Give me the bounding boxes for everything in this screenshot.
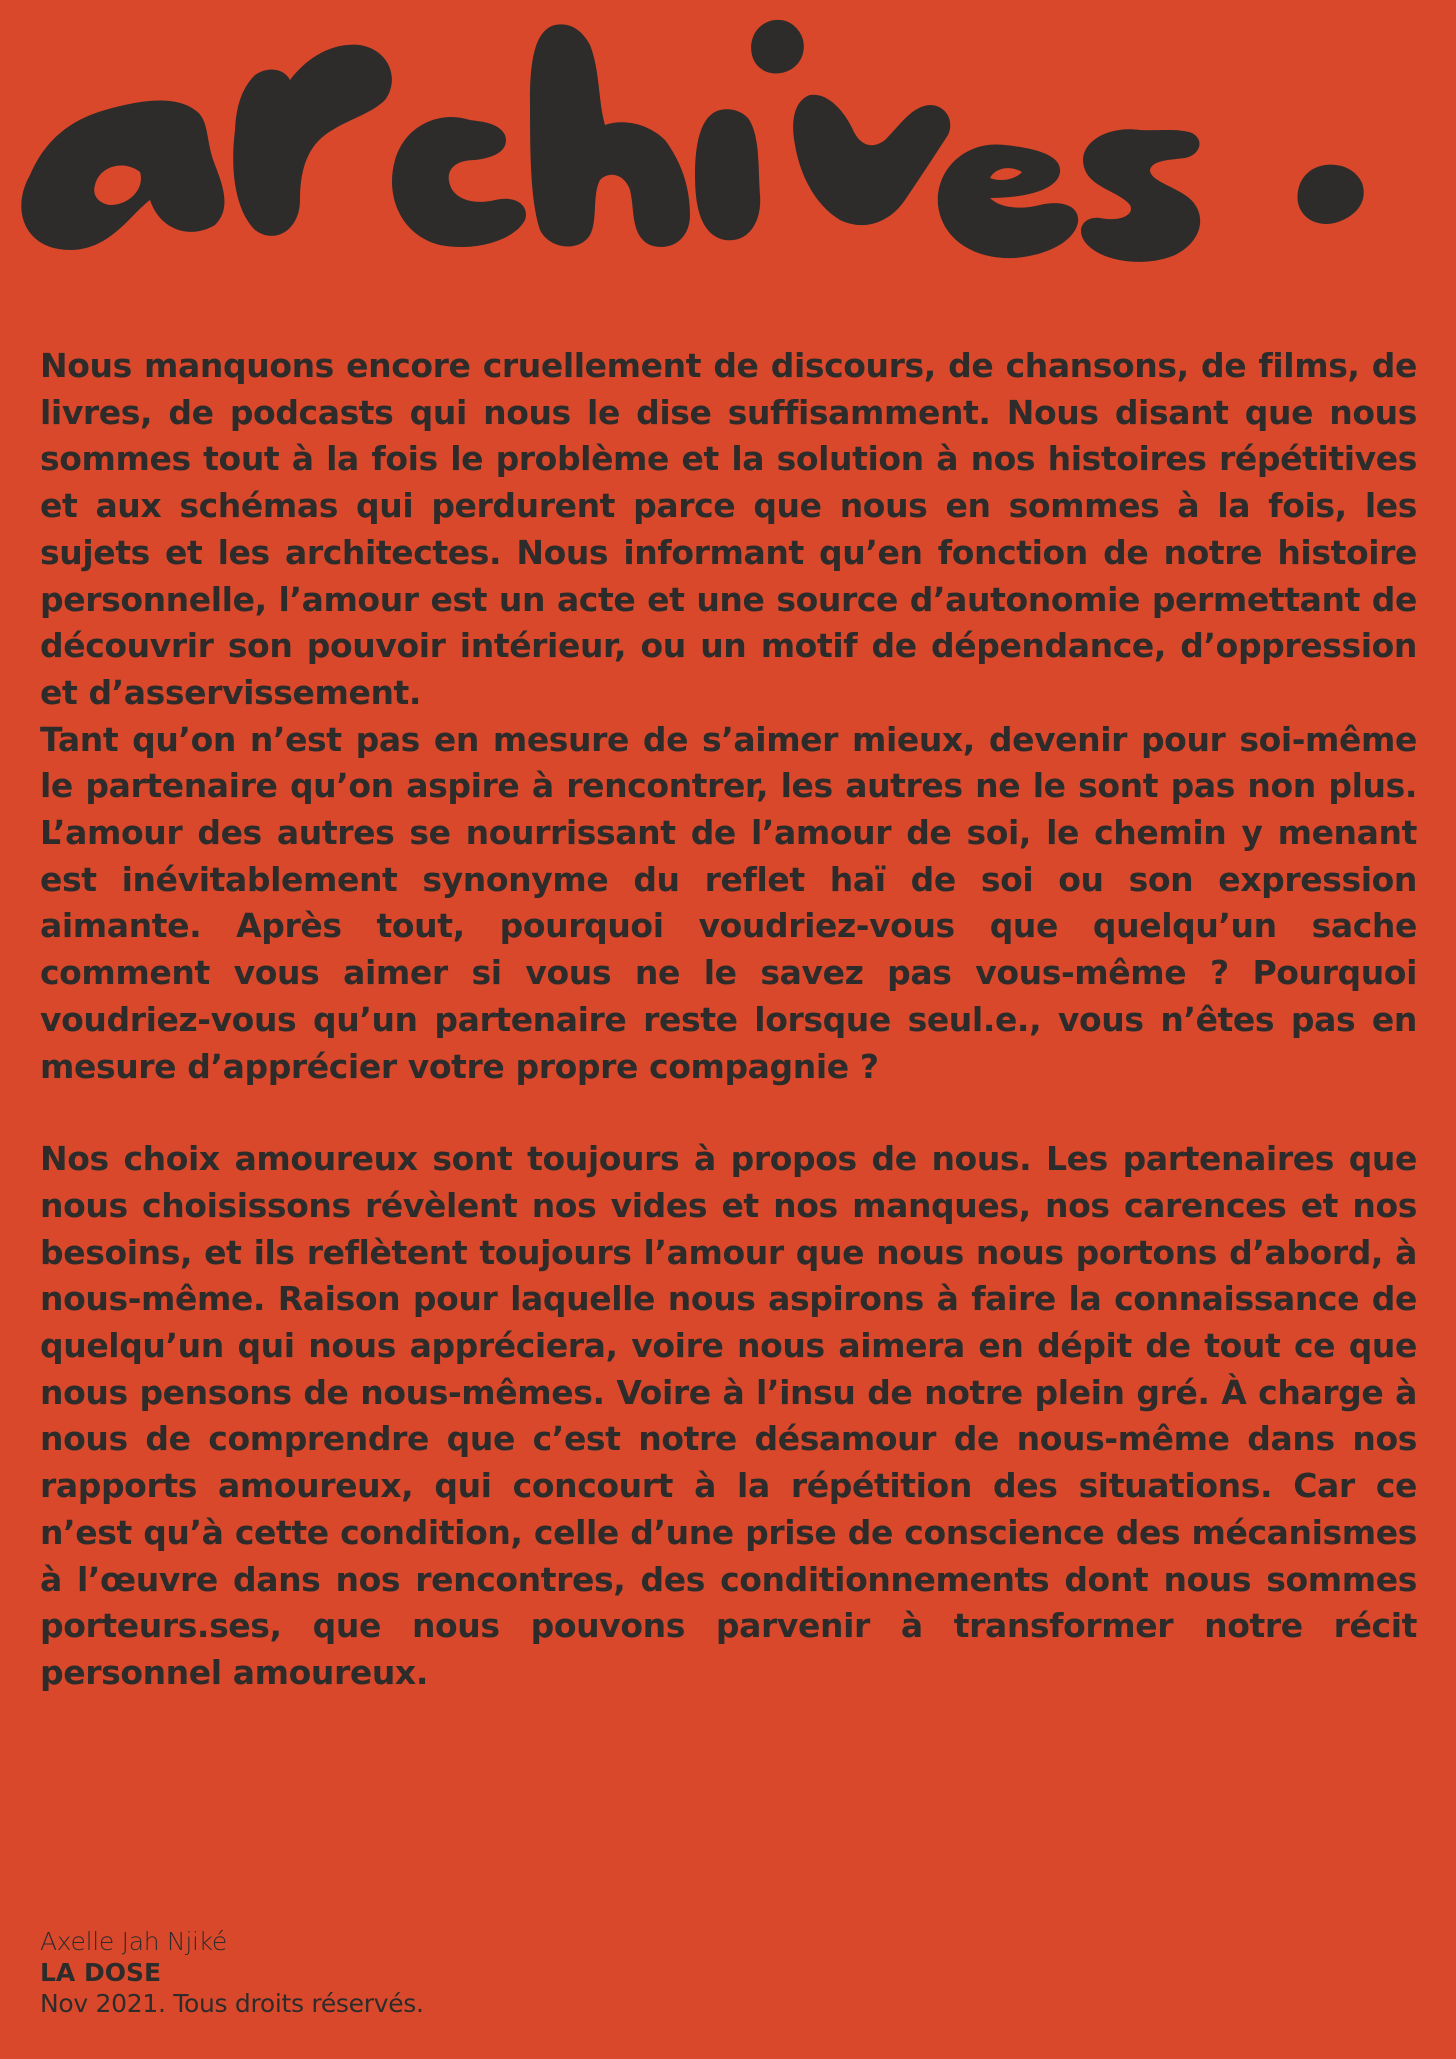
paragraph-1: Nous manquons encore cruellement de discours, de chansons, de films, de livres, de podcasts qui nous le dise suffisamment. Nous disant que nous sommes tout à la fois le problème et la solution à nos histoires répétitives et aux schémas qui perdurent parce que nous en sommes à la fois, les sujets et les architectes. Nous informant qu’en fonction de notre histoire personnelle, l’amour est un acte et une source d’autonomie permettant de découvrir son pouvoir intérieur, ou un motif de dépendance, d’oppression et d’asservissement. bbox=[40, 346, 1417, 712]
copyright-notice: Nov 2021. Tous droits réservés. bbox=[40, 1989, 424, 2018]
archives-logo-drawing bbox=[0, 0, 1456, 300]
archives-logo bbox=[0, 0, 1456, 300]
credits bbox=[40, 1926, 424, 2019]
paragraph-3: Nos choix amoureux sont toujours à propos de nous. Les partenaires que nous choisissons révèlent nos vides et nos manques, nos carences et nos besoins, et ils reflètent toujours l’amour que nous nous portons d’abord, à nous-même. Raison pour laquelle nous aspirons à faire la connaissance de quelqu’un qui nous appréciera, voire nous aimera en dépit de tout ce que nous pensons de nous-mêmes. Voire à l’insu de notre plein gré. À charge à nous de comprendre que c’est notre désamour de nous-même dans nos rapports amoureux, qui concourt à la répétition des situations. Car ce n’est qu’à cette condition, celle d’une prise de conscience des mécanismes à l’œuvre dans nos rencontres, des conditionnements dont nous sommes porteurs.ses, que nous pouvons parvenir à transformer notre récit personnel amoureux. bbox=[40, 1139, 1417, 1692]
article-body bbox=[40, 343, 1417, 1697]
paragraph-2: Tant qu’on n’est pas en mesure de s’aimer mieux, devenir pour soi-même le partenaire qu’on aspire à rencontrer, les autres ne le sont pas non plus. L’amour des autres se nourrissant de l’amour de soi, le chemin y menant est inévitablement synonyme du reflet haï de soi ou son expression aimante. Après tout, pourquoi voudriez-vous que quelqu’un sache comment vous aimer si vous ne le savez pas vous-même ? Pourquoi voudriez-vous qu’un partenaire reste lorsque seul.e., vous n’êtes pas en mesure d’apprécier votre propre compagnie ? bbox=[40, 719, 1417, 1086]
publication-name: LA DOSE bbox=[40, 1958, 162, 1987]
author-name: Axelle Jah Njiké bbox=[40, 1927, 227, 1956]
